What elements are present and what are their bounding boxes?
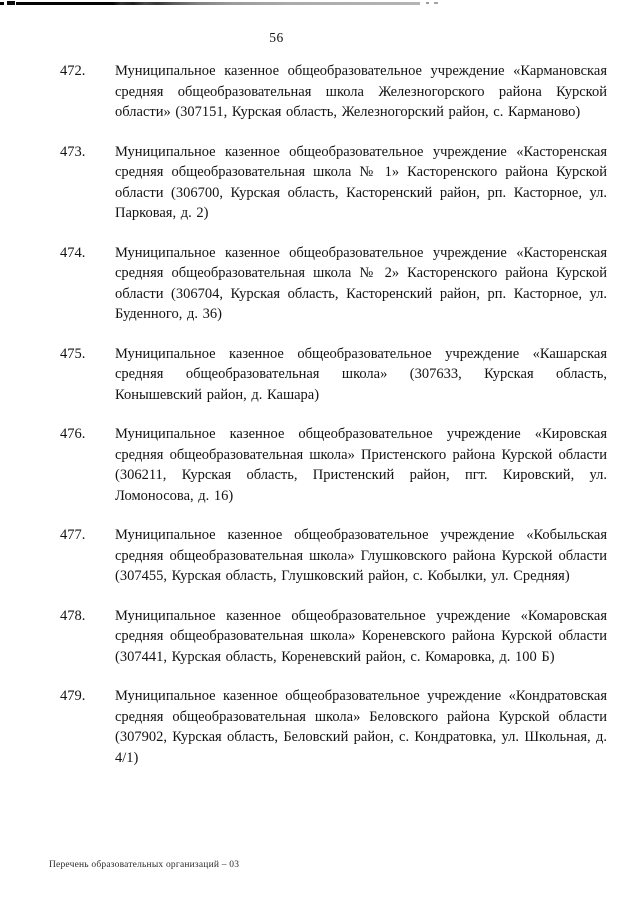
page-number: 56 [269,30,284,45]
entry-number: 477. [60,527,86,543]
entry-text: Муниципальное казенное общеобразовательное учреждение «Кировская средняя общеобразовательная школа» Пристенского района Курской области (306211, Курская область, Пристенский район, пгт. Кировский, ул. Ломоносова, д. 16) [115,426,607,504]
entry-text: Муниципальное казенное общеобразовательное учреждение «Кашарская средняя общеобразовательная школа» (307633, Курская область, Конышевский район, д. Кашара) [115,345,607,403]
list-item [60,424,607,506]
entry-text: Муниципальное казенное общеобразовательное учреждение «Кобыльская средняя общеобразовательная школа» Глушковского района Курской области (307455, Курская область, Глушковский район, с. Кобылки, ул. Средняя) [115,527,607,584]
list-item [60,61,607,123]
entry-number: 475. [60,345,86,362]
entry-number: 473. [60,143,86,160]
list-item [60,344,607,406]
entry-number: 478. [60,607,86,624]
list-item [60,686,607,768]
entry-text: Муниципальное казенное общеобразовательное учреждение «Касторенская средняя общеобразовательная школа № 1» Касторенского района Курской области (306700, Курская область, Касторенский район, рп. Касторное, ул. Парковая, д. 2) [115,143,607,221]
entries-list [60,61,607,787]
scan-artifact-mark [7,1,15,5]
list-item [60,606,607,668]
scan-artifact-mark [434,2,438,4]
list-item [60,243,607,325]
entry-text: Муниципальное казенное общеобразовательное учреждение «Кондратовская средняя общеобразовательная школа» Беловского района Курской области (307902, Курская область, Беловский район, с. Кондратовка, ул. Школьная, д. 4/1) [115,688,607,766]
entry-number: 472. [60,63,86,79]
entry-text: Муниципальное казенное общеобразовательное учреждение «Комаровская средняя общеобразовательная школа» Кореневского района Курской области (307441, Курская область, Кореневский район, с. Комаровка, д. 100 Б) [115,607,607,665]
entry-text: Муниципальное казенное общеобразовательное учреждение «Кармановская средняя общеобразовательная школа Железногорского района Курской области» (307151, Курская область, Железногорский район, с. Карманово) [115,63,607,120]
scan-artifact-mark [0,2,4,5]
footer-note: Перечень образовательных организаций – 03 [49,860,240,870]
list-item [60,525,607,587]
entry-text: Муниципальное казенное общеобразовательное учреждение «Касторенская средняя общеобразовательная школа № 2» Касторенского района Курской области (306704, Курская область, Касторенский район, рп. Касторное, ул. Буденного, д. 36) [115,244,607,322]
entry-number: 479. [60,688,86,704]
entry-number: 476. [60,426,86,442]
scan-artifact-line [16,2,420,5]
scan-artifact-mark [426,2,429,4]
list-item [60,142,607,224]
entry-number: 474. [60,244,86,261]
